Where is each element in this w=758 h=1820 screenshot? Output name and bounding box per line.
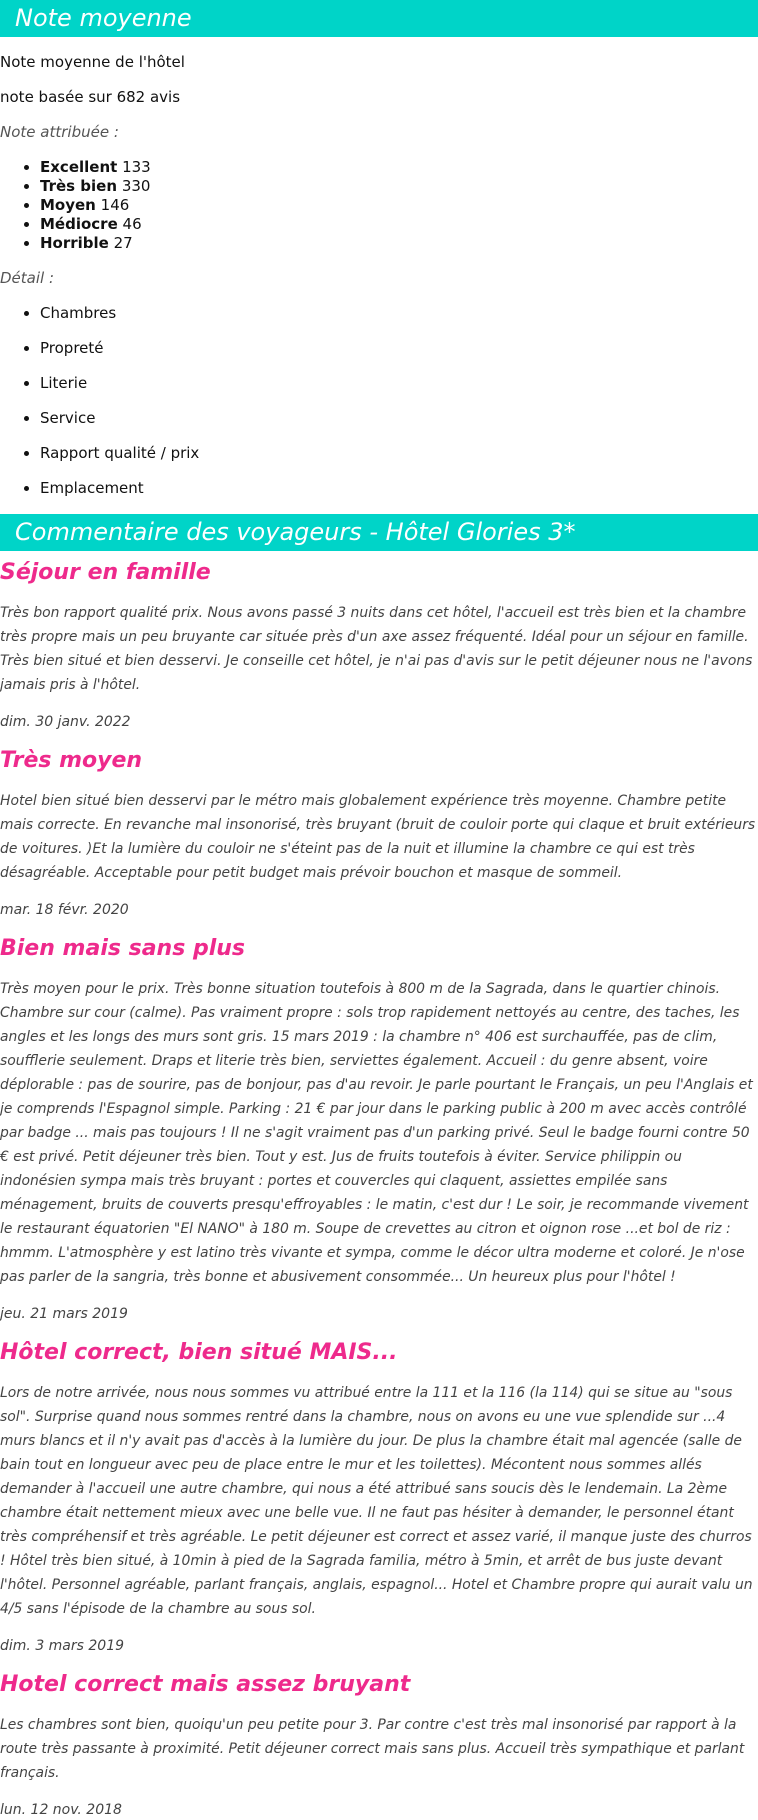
review-date: jeu. 21 mars 2019 [0,1306,128,1322]
review-body: Très moyen pour le prix. Très bonne situation toutefois à 800 m de la Sagrada, dans le quartier chinois. Chambre sur cour (calme). Pas vraiment propre : sols trop rapidement nettoyés au centre, des taches, les angles et les longs des murs sont gris. 15 mars 2019 : la chambre n° 406 est surchauffée, pas de clim, soufflerie seulement. Draps et literie très bien, serviettes également. Accueil : du genre absent, voire déplorable : pas de sourire, pas de bonjour, pas d'au revoir. Je parle pourtant le Français, un peu l'Anglais et je comprends l'Espagnol simple. Parking : 21 € par jour dans le parking public à 200 m avec accès contrôlé par badge ... mais pas toujours ! Il ne s'agit vraiment pas d'un parking privé. Seul le badge fourni contre 50 € est privé. Petit déjeuner très bien. Tout y est. Jus de fruits toutefois à éviter. Service philippin ou indonésien sympa mais très bruyant : portes et couvercles qui claquent, assiettes empilée sans ménagement, bruits de couverts presqu'effroyables : le matin, c'est dur ! Le soir, je recommande vivement le restaurant équatorien "El NANO" à 180 m. Soupe de crevettes au citron et oignon rose ...et bol de riz : hmmm. L'atmosphère y est latino très vivante et sympa, comme le décor ultra moderne et coloré. Je n'ose pas parler de la sangria, très bonne et abusivement consommée... Un heureux plus pour l'hôtel ! [0,981,753,1285]
rating-item-excellent [40,158,758,177]
review-title: Très moyen [0,748,143,773]
review-title: Hotel correct mais assez bruyant [0,1672,411,1697]
detail-item-chambres: • Chambres [40,304,758,323]
review-title: Séjour en famille [0,560,211,585]
rating-item-horrible [40,234,758,253]
review-date: mar. 18 févr. 2020 [0,902,129,918]
review [0,1339,758,1656]
review-date: lun. 12 nov. 2018 [0,1802,122,1818]
rating-label: Très bien [40,177,118,195]
review [0,747,758,920]
detail-item-rapport-qualite-prix: • Rapport qualité / prix [40,444,758,463]
rating-item-mediocre [40,215,758,234]
review-body: Les chambres sont bien, quoiqu'un peu petite pour 3. Par contre c'est très mal insonorisé par rapport à la route très passante à proximité. Petit déjeuner correct mais sans plus. Accueil très sympathique et parlant français. [0,1717,745,1781]
ratings-label: Note attribuée : [0,123,119,141]
rating-item-tres-bien [40,177,758,196]
detail-label: Détail : [0,269,55,287]
rating-label: Moyen [40,196,96,214]
detail-list [0,304,758,498]
detail-item-literie: • Literie [40,374,758,393]
rating-label: Horrible [40,234,109,252]
review [0,559,758,732]
review [0,935,758,1324]
rating-item-moyen [40,196,758,215]
review-date: dim. 3 mars 2019 [0,1638,125,1654]
summary-header: Note moyenne [0,0,758,37]
review-date: dim. 30 janv. 2022 [0,714,131,730]
review-count: note basée sur 682 avis [0,88,181,106]
review-body: Lors de notre arrivée, nous nous sommes vu attribué entre la 111 et la 116 (la 114) qui se situe au "sous sol". Surprise quand nous sommes rentré dans la chambre, nous on avons eu une vue splendide sur ...4 murs blancs et il n'y avait pas d'accès à la lumière du jour. De plus la chambre était mal agencée (salle de bain tout en longueur avec peu de place entre le mur et les toilettes). Mécontent nous sommes allés demander à l'accueil une autre chambre, qui nous a été attribué sans soucis dès le lendemain. La 2ème chambre était nettement mieux avec une belle vue. Il ne faut pas hésiter à demander, le personnel étant très compréhensif et très agréable. Le petit déjeuner est correct et assez varié, il manque juste des churros ! Hôtel très bien situé, à 10min à pied de la Sagrada familia, métro à 5min, et arrêt de bus juste devant l'hôtel. Personnel agréable, parlant français, anglais, espagnol... Hotel et Chambre propre qui aurait valu un 4/5 sans l'épisode de la chambre au sous sol. [0,1385,753,1617]
reviews-header: Commentaire des voyageurs - Hôtel Glories 3* [0,514,758,551]
rating-count: 27 [113,234,133,252]
detail-item-emplacement: • Emplacement [40,479,758,498]
rating-count: 330 [121,177,151,195]
rating-label: Médiocre [40,215,118,233]
rating-label: Excellent [40,158,118,176]
hotel-average-title: Note moyenne de l'hôtel [0,53,185,71]
detail-item-proprete: • Propreté [40,339,758,358]
review-body: Très bon rapport qualité prix. Nous avons passé 3 nuits dans cet hôtel, l'accueil est très bien et la chambre très propre mais un peu bruyante car située près d'un axe assez fréquenté. Idéal pour un séjour en famille. Très bien situé et bien desservi. Je conseille cet hôtel, je n'ai pas d'avis sur le petit déjeuner nous ne l'avons jamais pris à l'hôtel. [0,605,753,693]
review [0,1671,758,1820]
review-title: Bien mais sans plus [0,936,246,961]
rating-count: 146 [100,196,130,214]
rating-count: 46 [122,215,142,233]
review-title: Hôtel correct, bien situé MAIS... [0,1340,398,1365]
detail-item-service: • Service [40,409,758,428]
review-body: Hotel bien situé bien desservi par le métro mais globalement expérience très moyenne. Chambre petite mais correcte. En revanche mal insonorisé, très bruyant (bruit de couloir porte qui claque et bruit extérieurs de voitures. )Et la lumière du couloir ne s'éteint pas de la nuit et illumine la chambre ce qui est très désagréable. Acceptable pour petit budget mais prévoir bouchon et masque de sommeil. [0,793,756,881]
ratings-list [0,158,758,253]
rating-count: 133 [122,158,151,176]
